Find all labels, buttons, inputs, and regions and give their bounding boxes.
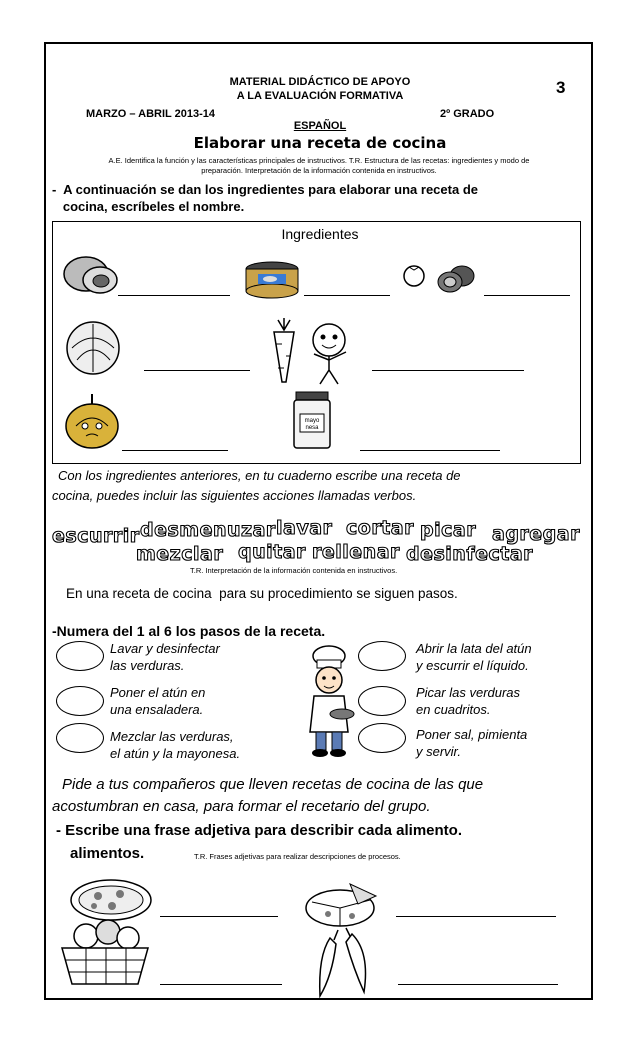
learning-goal-line-2: preparación. Interpretación de la información contenida en instructivos. — [201, 166, 437, 175]
period: MARZO – ABRIL 2013-14 — [86, 108, 215, 120]
verb-lavar: lavar — [276, 517, 333, 539]
step-number-oval[interactable] — [358, 723, 406, 753]
answer-line[interactable] — [372, 369, 524, 371]
page-title: Elaborar una receta de cocina — [193, 134, 447, 152]
tuna-can-icon — [244, 260, 300, 300]
paragraph-3-line-1: Pide a tus compañeros que lleven recetas de cocina de las que — [62, 776, 484, 793]
tomato-slices-icon — [434, 262, 476, 296]
sliced-pizza-icon — [300, 878, 386, 930]
chef-icon — [298, 642, 360, 760]
step-number-oval[interactable] — [358, 686, 406, 716]
step-text: Mezclar las verduras, el atún y la mayonesa. — [110, 729, 241, 761]
verb-picar: picar — [420, 519, 477, 541]
paragraph-2: En una receta de cocina para su procedimiento se siguen pasos. — [66, 586, 458, 601]
verb-rellenar: rellenar — [312, 541, 400, 563]
answer-line[interactable] — [398, 983, 558, 985]
verb-desinfectar: desinfectar — [406, 543, 534, 565]
grade: 2º GRADO — [440, 108, 495, 120]
jar-label-line-1: mayo — [304, 418, 320, 424]
jar-label-line-2: nesa — [305, 425, 319, 431]
step-text: Poner sal, pimienta y servir. — [416, 727, 528, 759]
answer-line[interactable] — [160, 915, 278, 917]
answer-line[interactable] — [304, 294, 390, 296]
chili-peppers-icon — [306, 926, 380, 1002]
header-line-1: MATERIAL DIDÁCTICO DE APOYO — [229, 76, 411, 88]
subject: ESPAÑOL — [293, 120, 347, 132]
verb-agregar: agregar — [492, 523, 580, 545]
verb-mezclar: mezclar — [136, 543, 224, 565]
answer-line[interactable] — [396, 915, 556, 917]
tomato-icon — [400, 262, 428, 288]
step-text: Abrir la lata del atún y escurrir el líquido. — [416, 641, 532, 673]
verb-desmenuzar: desmenuzar — [140, 519, 276, 541]
instruction-1-line-2: cocina, escríbeles el nombre. — [52, 199, 245, 214]
answer-line[interactable] — [118, 294, 230, 296]
step-text: Poner el atún en una ensaladera. — [110, 685, 206, 717]
carrot-icon — [268, 316, 300, 386]
tomato-character-icon — [306, 318, 352, 388]
fruit-basket-icon — [56, 914, 154, 990]
step-number-oval[interactable] — [358, 641, 406, 671]
verb-cortar: cortar — [346, 517, 414, 539]
ingredients-title: Ingredientes — [281, 226, 359, 242]
instruction-2: -Numera del 1 al 6 los pasos de la receta. — [52, 623, 326, 639]
paragraph-1-line-2: cocina, puedes incluir las siguientes acciones llamadas verbos. — [52, 488, 417, 503]
avocado-icon — [60, 252, 122, 298]
page-number: 3 — [556, 78, 566, 97]
mayonnaise-jar-icon — [290, 390, 334, 452]
step-number-oval[interactable] — [56, 686, 104, 716]
paragraph-3-line-2: acostumbran en casa, para formar el recetario del grupo. — [52, 798, 431, 815]
verb-escurrir: escurrir — [52, 525, 140, 547]
step-text: Lavar y desinfectar las verduras. — [110, 641, 220, 673]
instruction-3-line-1: - Escribe una frase adjetiva para describir cada alimento. — [56, 822, 463, 839]
instruction-3-line-2: alimentos. — [70, 845, 145, 862]
header-line-2: A LA EVALUACIÓN FORMATIVA — [236, 90, 404, 102]
verb-quitar: quitar — [238, 541, 306, 563]
answer-line[interactable] — [122, 449, 228, 451]
answer-line[interactable] — [360, 449, 500, 451]
step-number-oval[interactable] — [56, 641, 104, 671]
answer-line[interactable] — [144, 369, 250, 371]
answer-line[interactable] — [484, 294, 570, 296]
onion-icon — [62, 390, 122, 452]
answer-line[interactable] — [160, 983, 282, 985]
paragraph-1-line-1: Con los ingredientes anteriores, en tu cuaderno escribe una receta de — [58, 468, 461, 483]
learning-goal-line-1: A.E. Identifica la función y las características principales de instructivos. T.R. Estructura de las recetas: ingredientes y modo de — [108, 156, 530, 165]
step-text: Picar las verduras en cuadritos. — [416, 685, 521, 717]
lettuce-icon — [62, 318, 124, 376]
instruction-1-line-1: - A continuación se dan los ingredientes para elaborar una receta de — [52, 182, 478, 197]
instruction-3-tr-note: T.R. Frases adjetivas para realizar descripciones de procesos. — [194, 852, 401, 861]
verbs-tr-note: T.R. Interpretación de la información contenida en instructivos. — [190, 566, 398, 575]
step-number-oval[interactable] — [56, 723, 104, 753]
